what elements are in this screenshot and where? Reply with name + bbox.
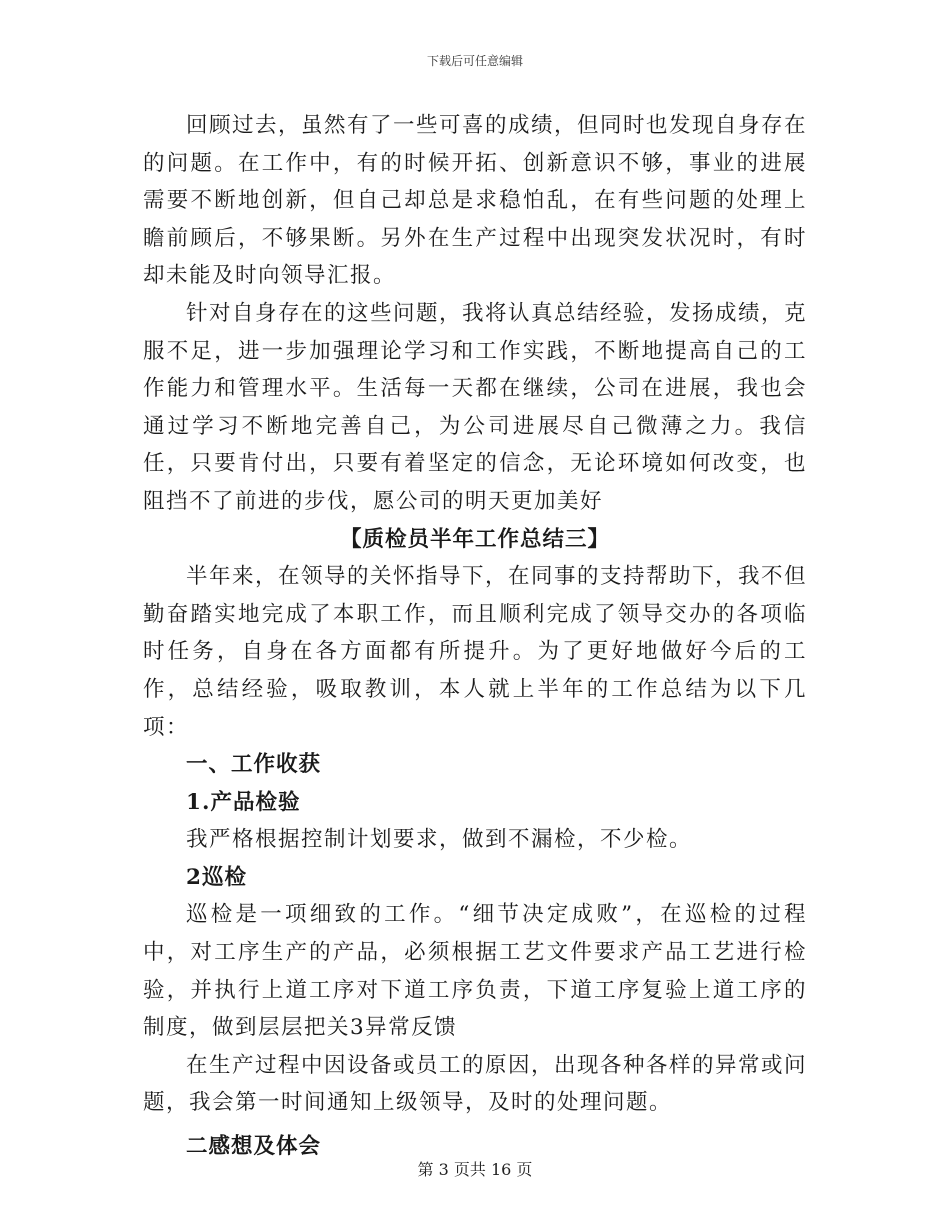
heading-work-gains: 一、工作收获 xyxy=(186,752,322,778)
paragraph-review: 回顾过去，虽然有了一些可喜的成绩，但同时也发现自身存在的问题。在工作中，有的时候开拓、创新意识不够，事业的进展需要不断地创新，但自己却总是求稳怕乱，在有些问题的处理上瞻前顾后，不够果断。另外在生产过程中出现突发状况时，有时却未能及时向领导汇报。 xyxy=(143,113,808,289)
heading-reflections: 二感想及体会 xyxy=(186,1134,322,1160)
section-title: 【质检员半年工作总结三】 xyxy=(339,526,610,552)
page-header: 下载后可任意编辑 xyxy=(426,54,523,68)
paragraph-improvement: 针对自身存在的这些问题，我将认真总结经验，发扬成绩，克服不足，进一步加强理论学习和工作实践，不断地提高自己的工作能力和管理水平。生活每一天都在继续，公司在进展，我也会通过学习不断地完善自己，为公司进展尽自己微薄之力。我信任，只要肯付出，只要有着坚定的信念，无论环境如何改变，也阻挡不了前进的步伐，愿公司的明天更加美好 xyxy=(143,300,808,514)
document-body xyxy=(143,107,807,1166)
heading-product-inspection: 1.产品检验 xyxy=(186,789,301,815)
paragraph-product-inspection: 我严格根据控制计划要求，做到不漏检，不少检。 xyxy=(186,827,693,853)
paragraph-intro: 半年来，在领导的关怀指导下，在同事的支持帮助下，我不但勤奋踏实地完成了本职工作，而且顺利完成了领导交办的各项临时任务，自身在各方面都有所提升。为了更好地做好今后的工作，总结经验，吸取教训，本人就上半年的工作总结为以下几项： xyxy=(143,564,808,740)
page-footer: 第 3 页共 16 页 xyxy=(417,1160,533,1179)
paragraph-exception-feedback: 在生产过程中因设备或员工的原因，出现各种各样的异常或问题，我会第一时间通知上级领导，及时的处理问题。 xyxy=(143,1052,808,1116)
paragraph-patrol-inspection: 巡检是一项细致的工作。“细节决定成败”，在巡检的过程中，对工序生产的产品，必须根据工艺文件要求产品工艺进行检验，并执行上道工序对下道工序负责，下道工序复验上道工序的制度，做到层层把关3异常反馈 xyxy=(143,902,807,1041)
heading-patrol-inspection: 2巡检 xyxy=(186,864,247,890)
